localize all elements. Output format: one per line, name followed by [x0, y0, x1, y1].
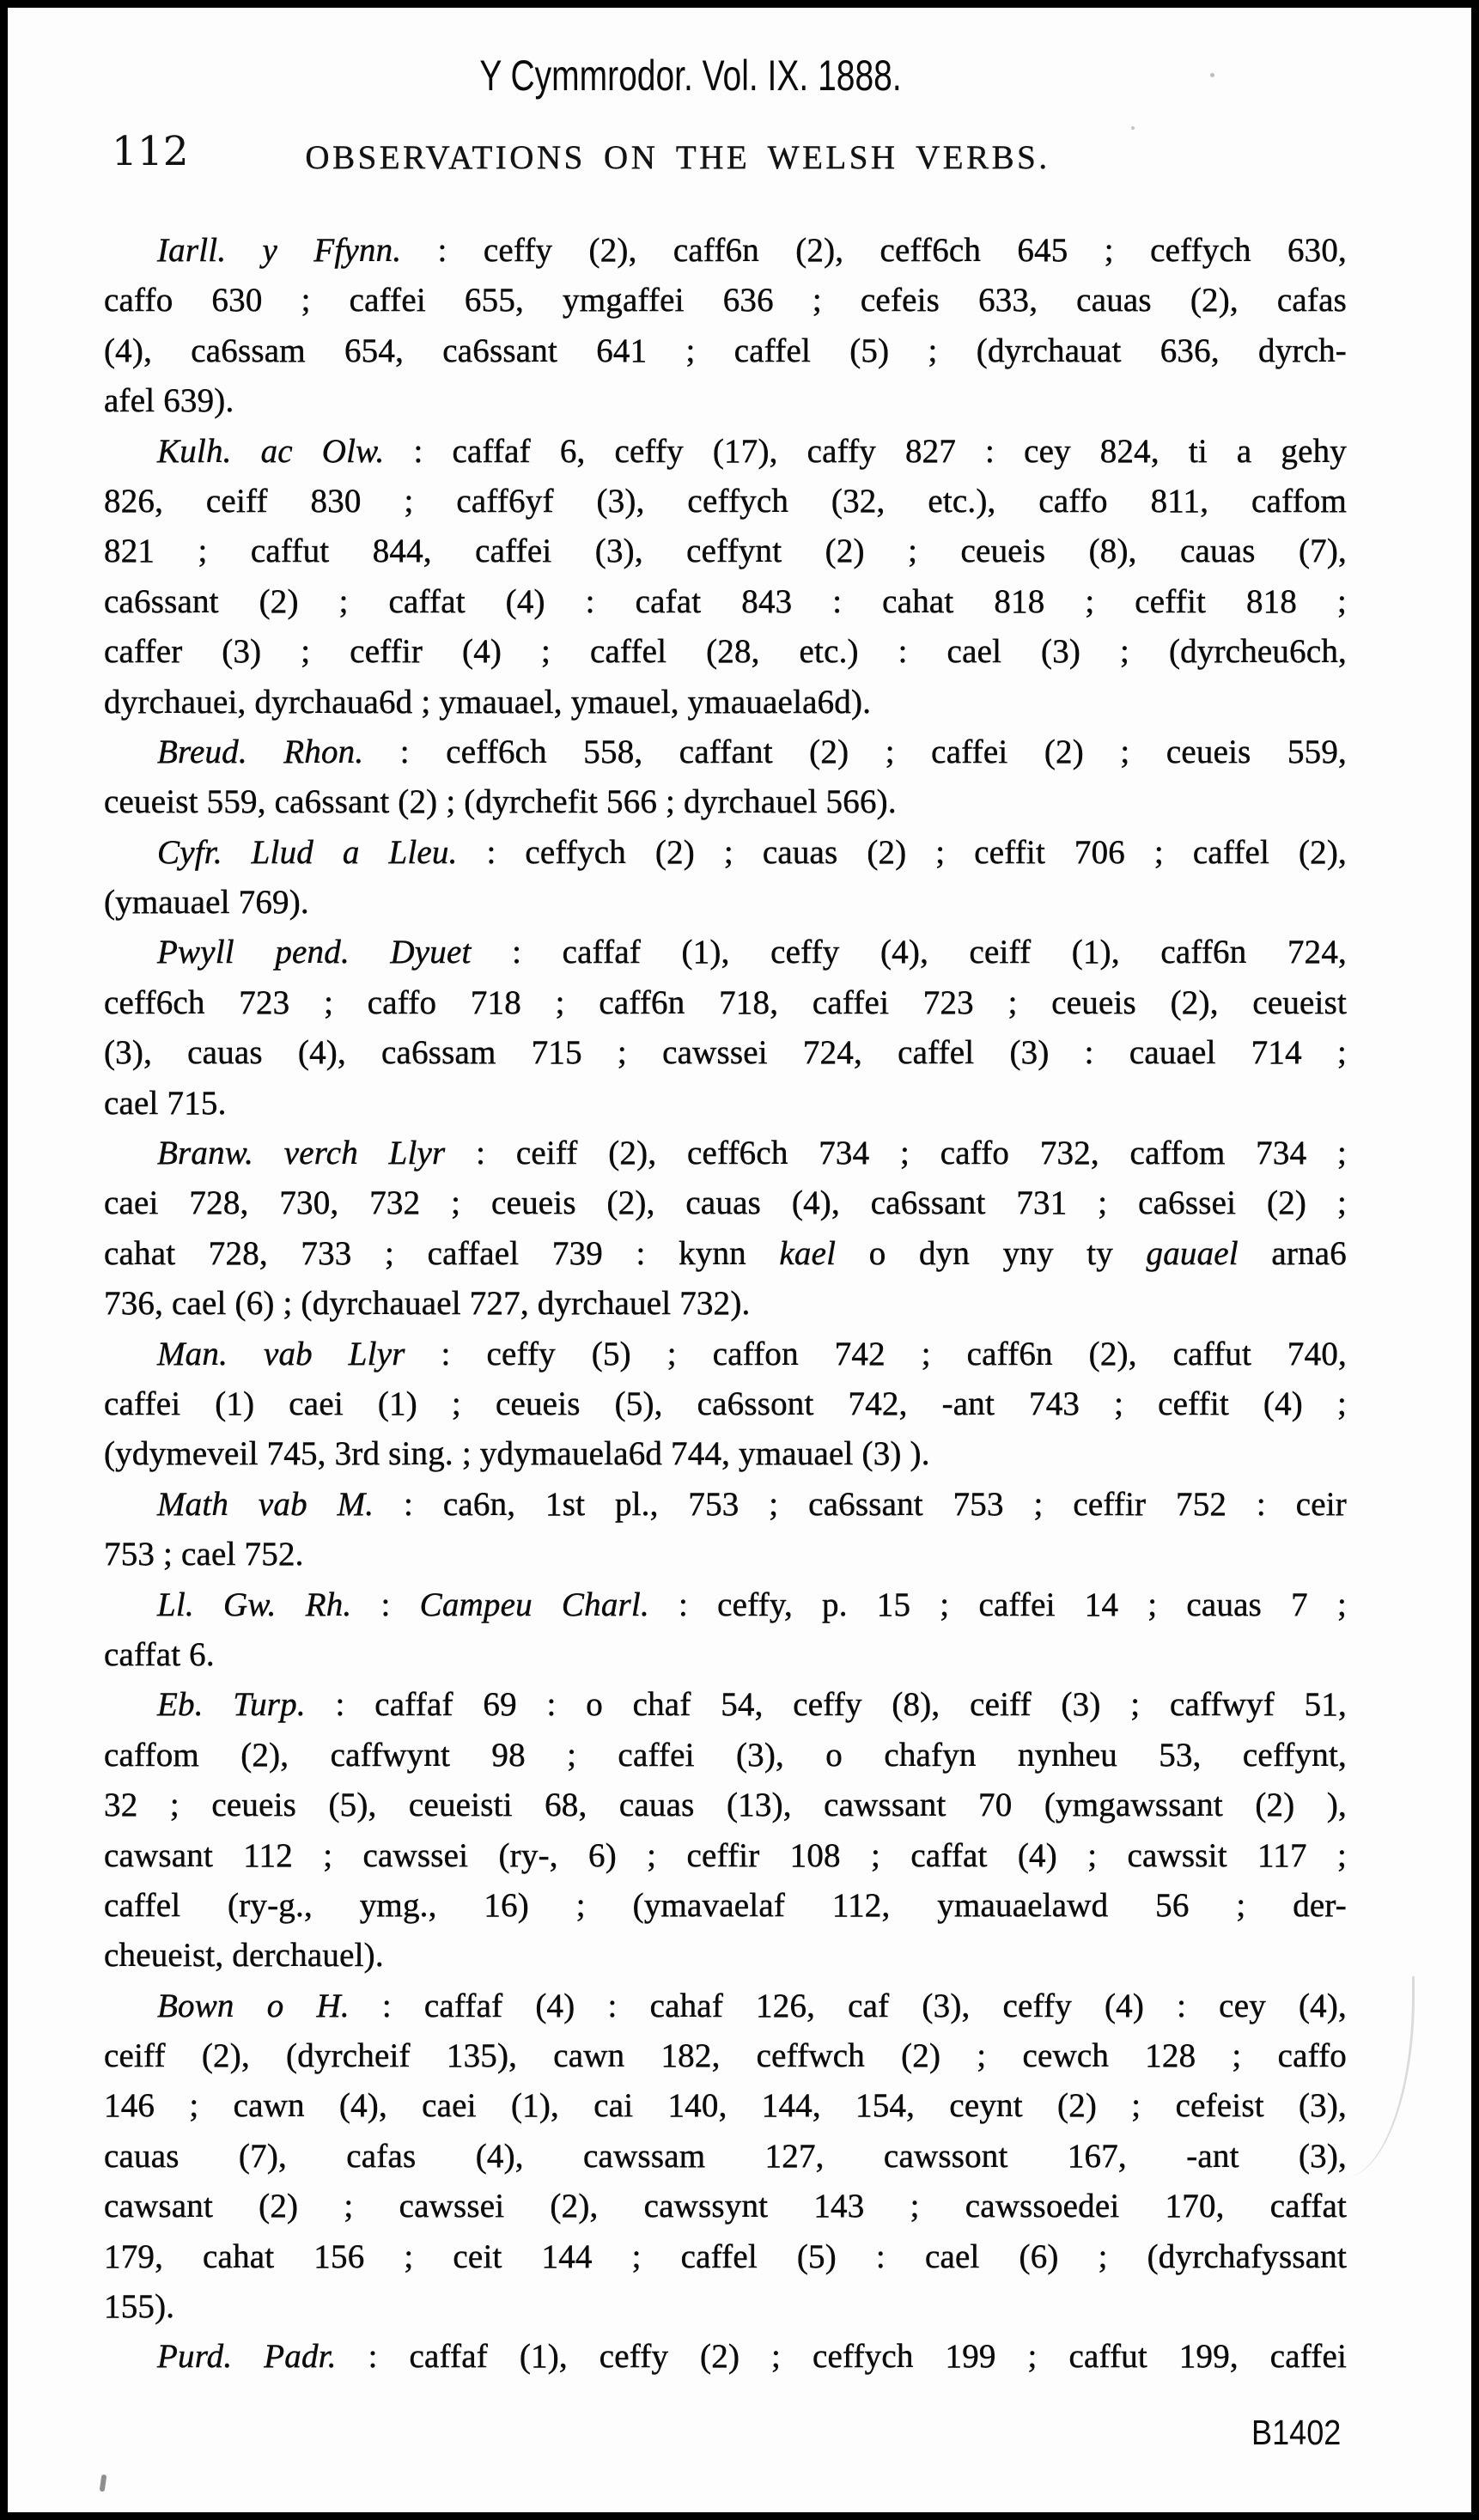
- body-text: 32 ; ceueis (5), ceueisti 68, cauas (13), cawssant 70 (ymgawssant (2) ),: [104, 1787, 1347, 1824]
- body-text: : caffaf 69 : o chaf 54, ceffy (8), ceiff (3) ; caffwyf 51,: [305, 1686, 1347, 1724]
- text-line: [104, 678, 1347, 727]
- body-text: caffer (3) ; ceffir (4) ; caffel (28, etc.) : cael (3) ; (dyrcheu6ch,: [104, 633, 1347, 671]
- body-text: 753 ; cael 752.: [104, 1536, 304, 1573]
- text-line: [104, 477, 1347, 527]
- body-text: : caffaf (1), ceffy (2) ; ceffych 199 ; caffut 199, caffei: [336, 2338, 1347, 2376]
- text-line: [104, 1129, 1347, 1178]
- body-text: caffel (ry-g., ymg., 16) ; (ymavaelaf 112, ymauaelawd 56 ; der-: [104, 1886, 1347, 1924]
- body-text: cael 715.: [104, 1084, 227, 1122]
- text-line: [104, 577, 1347, 627]
- text-line: [104, 1530, 1347, 1580]
- text-line: [104, 1079, 1347, 1129]
- italic-text: Man. vab Llyr: [157, 1335, 405, 1373]
- body-text: 821 ; caffut 844, caffei (3), ceffynt (2) ; ceueis (8), cauas (7),: [104, 533, 1347, 570]
- text-line: [104, 828, 1347, 878]
- italic-text: Purd. Padr.: [157, 2338, 337, 2376]
- body-text: : caffaf (4) : cahaf 126, caf (3), ceffy (4) : cey (4),: [349, 1987, 1347, 2024]
- body-text: cauas (7), cafas (4), cawssam 127, cawssont 167, -ant (3),: [104, 2137, 1347, 2175]
- text-line: [104, 1379, 1347, 1429]
- text-line: [104, 1028, 1347, 1078]
- text-line: [104, 1480, 1347, 1530]
- italic-text: kael: [779, 1234, 837, 1272]
- body-text: :: [351, 1586, 420, 1623]
- text-line: [104, 777, 1347, 827]
- text-line: [104, 1931, 1347, 1981]
- text-line: [104, 1279, 1347, 1329]
- text-line: [104, 1981, 1347, 2031]
- text-line: [104, 727, 1347, 777]
- scan-artifact: [1131, 126, 1135, 130]
- text-line: [104, 2332, 1347, 2382]
- body-text: : caffaf (1), ceffy (4), ceiff (1), caff6n 724,: [471, 934, 1347, 971]
- text-line: [104, 978, 1347, 1028]
- text-line: [104, 878, 1347, 928]
- body-text: ceff6ch 723 ; caffo 718 ; caff6n 718, caffei 723 ; ceueis (2), ceueist: [104, 983, 1347, 1021]
- body-text: cawsant (2) ; cawssei (2), cawssynt 143 ; cawssoedei 170, caffat: [104, 2188, 1347, 2225]
- text-line: [104, 1429, 1347, 1479]
- italic-text: Branw. verch Llyr: [157, 1135, 446, 1172]
- body-text: 155).: [104, 2288, 175, 2326]
- body-text: arna6: [1238, 1234, 1347, 1272]
- body-text: (4), ca6ssam 654, ca6ssant 641 ; caffel (5) ; (dyrchauat 636, dyrch-: [104, 332, 1347, 369]
- italic-text: Campeu Charl.: [419, 1586, 649, 1623]
- italic-text: Kulh. ac Olw.: [157, 432, 385, 470]
- body-text: : ceffych (2) ; cauas (2) ; ceffit 706 ; caffel (2),: [457, 833, 1347, 871]
- body-text: 826, ceiff 830 ; caff6yf (3), ceffych (32, etc.), caffo 811, caffom: [104, 482, 1347, 520]
- body-text: : caffaf 6, ceffy (17), caffy 827 : cey 824, ti a gehy: [384, 432, 1347, 470]
- body-text: ca6ssant (2) ; caffat (4) : cafat 843 : cahat 818 ; ceffit 818 ;: [104, 582, 1347, 620]
- italic-text: Math vab M.: [157, 1485, 374, 1523]
- text-line: [104, 326, 1347, 376]
- text-line: [104, 1731, 1347, 1780]
- body-text: (3), cauas (4), ca6ssam 715 ; cawssei 724, caffel (3) : cauael 714 ;: [104, 1034, 1347, 1072]
- body-text: 179, cahat 156 ; ceit 144 ; caffel (5) : cael (6) ; (dyrchafyssant: [104, 2237, 1347, 2275]
- text-line: [104, 2282, 1347, 2332]
- text-line: [104, 1580, 1347, 1630]
- text-line: [104, 276, 1347, 326]
- scan-artifact: [1210, 73, 1214, 77]
- text-line: [104, 1330, 1347, 1379]
- text-line: [104, 2232, 1347, 2282]
- body-text: : ceffy, p. 15 ; caffei 14 ; cauas 7 ;: [648, 1586, 1347, 1623]
- body-text: caffei (1) caei (1) ; ceueis (5), ca6ssont 742, -ant 743 ; ceffit (4) ;: [104, 1385, 1347, 1422]
- text-line: [104, 2081, 1347, 2131]
- body-text: 146 ; cawn (4), caei (1), cai 140, 144, 154, ceynt (2) ; cefeist (3),: [104, 2087, 1347, 2125]
- text-line: [104, 1178, 1347, 1228]
- body-text: caffo 630 ; caffei 655, ymgaffei 636 ; cefeis 633, cauas (2), cafas: [104, 282, 1347, 320]
- page-number: 112: [112, 128, 189, 175]
- body-text: cheueist, derchauel).: [104, 1937, 384, 1975]
- italic-text: gauael: [1146, 1234, 1239, 1272]
- body-text: : ceff6ch 558, caffant (2) ; caffei (2) ; ceueis 559,: [363, 733, 1347, 770]
- italic-text: Breud. Rhon.: [157, 733, 364, 770]
- body-text: cahat 728, 733 ; caffael 739 : kynn: [104, 1234, 780, 1272]
- italic-text: Bown o H.: [157, 1987, 350, 2024]
- body-text: : ceiff (2), ceff6ch 734 ; caffo 732, caffom 734 ;: [445, 1135, 1347, 1172]
- text-line: [104, 226, 1347, 276]
- text-line: [104, 1831, 1347, 1881]
- text-line: [104, 1229, 1347, 1279]
- body-text: afel 639).: [104, 382, 234, 420]
- body-text: caei 728, 730, 732 ; ceueis (2), cauas (4), ca6ssant 731 ; ca6ssei (2) ;: [104, 1184, 1347, 1222]
- italic-text: Eb. Turp.: [157, 1686, 306, 1724]
- body-text: : ceffy (5) ; caffon 742 ; caff6n (2), caffut 740,: [405, 1335, 1347, 1373]
- text-line: [104, 2031, 1347, 2081]
- running-header: OBSERVATIONS ON THE WELSH VERBS.: [305, 139, 1050, 176]
- text-line: [104, 1680, 1347, 1730]
- body-text: : ceffy (2), caff6n (2), ceff6ch 645 ; ceffych 630,: [401, 232, 1347, 269]
- text-line: [104, 2182, 1347, 2231]
- footer-mark: B1402: [1251, 2413, 1342, 2452]
- text-line: [104, 1630, 1347, 1680]
- scan-artifact: [100, 2474, 107, 2493]
- text-line: [104, 1780, 1347, 1830]
- text-line: [104, 2132, 1347, 2182]
- text-line: [104, 527, 1347, 576]
- italic-text: Pwyll pend. Dyuet: [157, 934, 472, 971]
- italic-text: Iarll. y Ffynn.: [157, 232, 402, 269]
- italic-text: Cyfr. Llud a Lleu.: [157, 833, 458, 871]
- body-text: (ymauael 769).: [104, 884, 309, 922]
- scan-volume-label: Y Cymmrodor. Vol. IX. 1888.: [479, 52, 902, 100]
- body-text: o dyn yny ty: [836, 1234, 1147, 1272]
- italic-text: Ll. Gw. Rh.: [157, 1586, 352, 1623]
- text-line: [104, 928, 1347, 977]
- body-text: dyrchauei, dyrchaua6d ; ymauael, ymauel, ymauaela6d).: [104, 683, 872, 721]
- body-text: cawsant 112 ; cawssei (ry-, 6) ; ceffir 108 ; caffat (4) ; cawssit 117 ;: [104, 1836, 1347, 1874]
- text-line: [104, 1881, 1347, 1931]
- text-line: [104, 427, 1347, 477]
- body-text: ceueist 559, ca6ssant (2) ; (dyrchefit 566 ; dyrchauel 566).: [104, 783, 897, 821]
- body-text: caffat 6.: [104, 1635, 215, 1673]
- body-text: caffom (2), caffwynt 98 ; caffei (3), o chafyn nynheu 53, ceffynt,: [104, 1736, 1347, 1774]
- body-text: ceiff (2), (dyrcheif 135), cawn 182, ceffwch (2) ; cewch 128 ; caffo: [104, 2037, 1347, 2075]
- text-line: [104, 376, 1347, 426]
- body-text: (ydymeveil 745, 3rd sing. ; ydymauela6d 744, ymauael (3) ).: [104, 1435, 930, 1473]
- body-text: : ca6n, 1st pl., 753 ; ca6ssant 753 ; ceffir 752 : ceir: [374, 1485, 1347, 1523]
- body-text: 736, cael (6) ; (dyrchauael 727, dyrchauel 732).: [104, 1285, 751, 1323]
- page-body: [104, 226, 1347, 2383]
- text-line: [104, 627, 1347, 677]
